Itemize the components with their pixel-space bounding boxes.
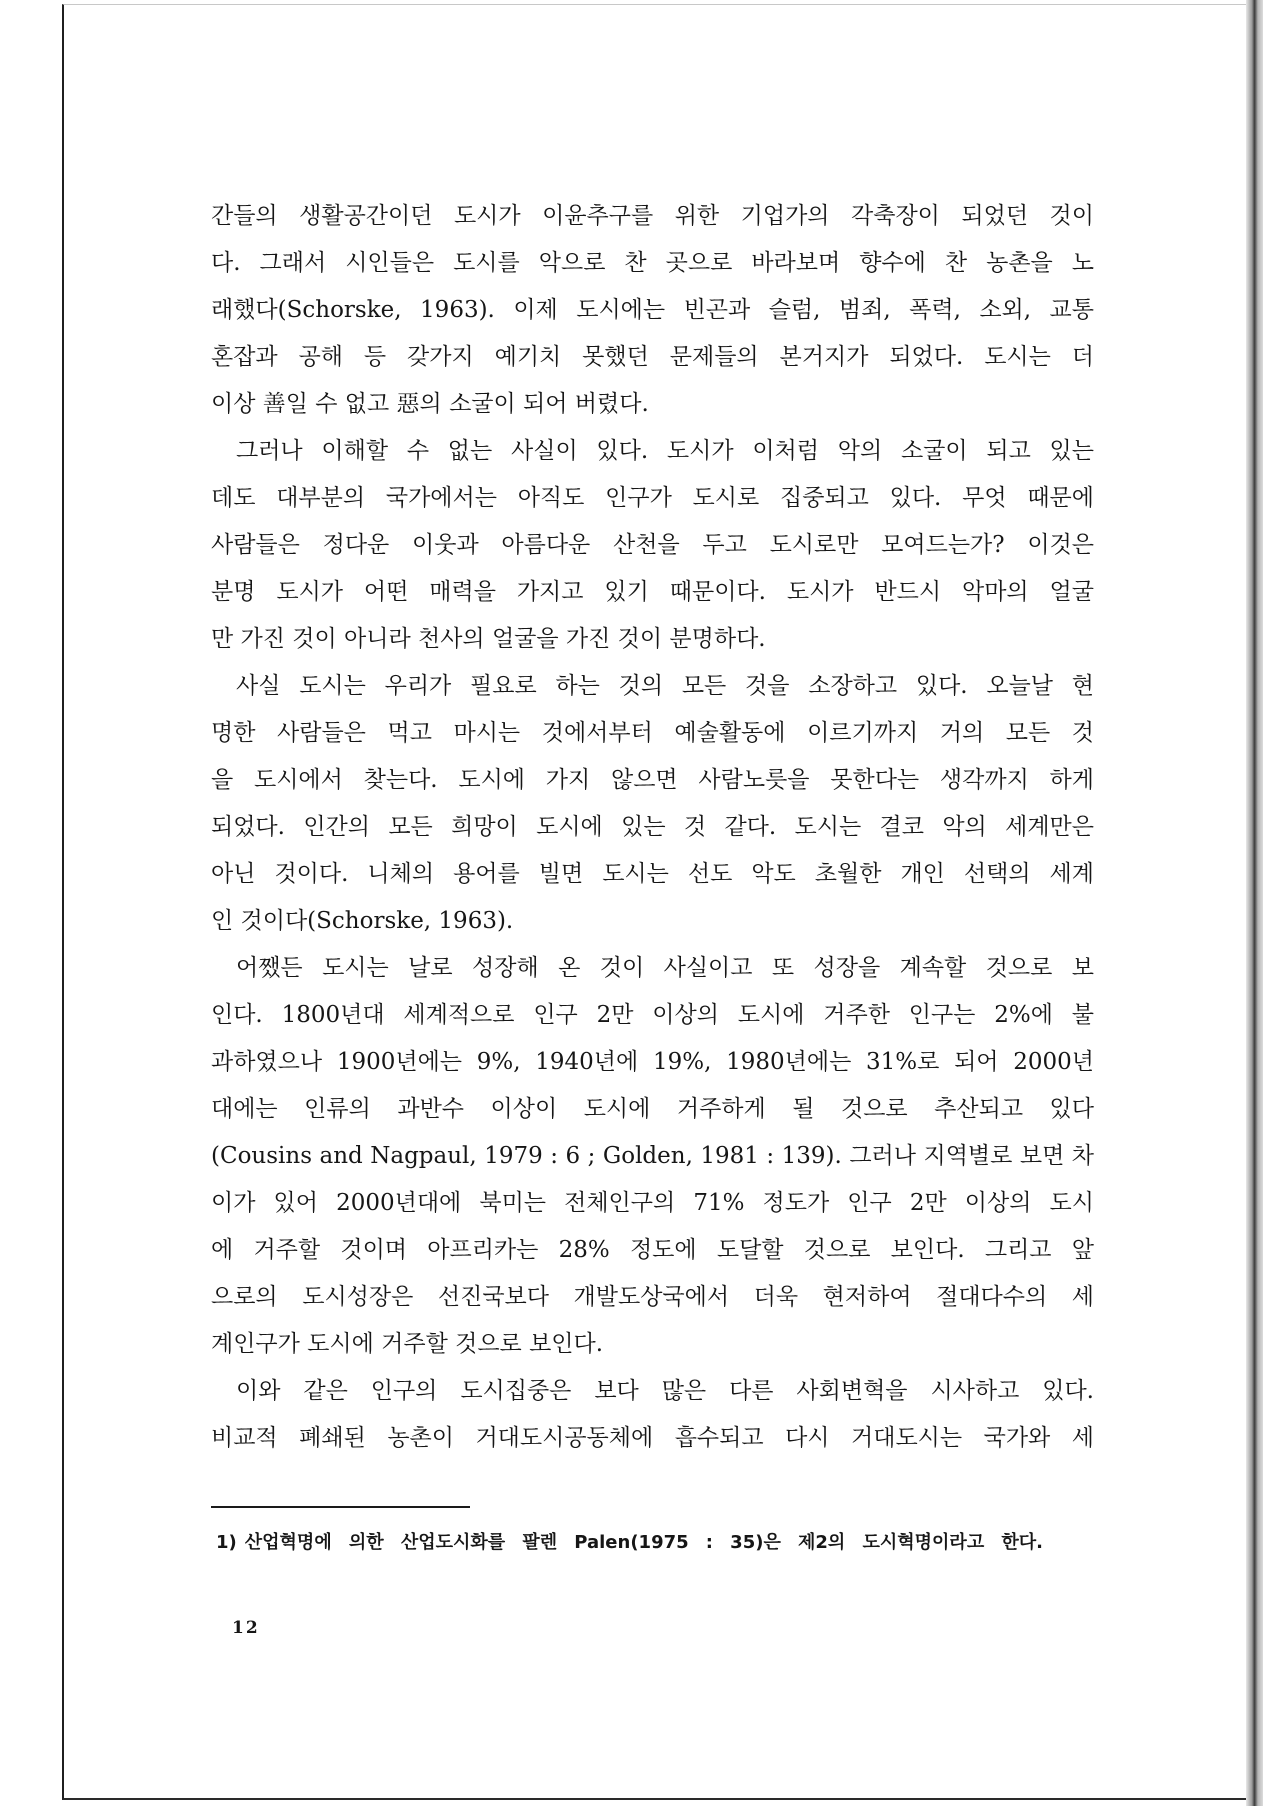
paragraph [211, 428, 1094, 663]
paragraph [211, 945, 1094, 1368]
text-line: 만 가진 것이 아니라 천사의 얼굴을 가진 것이 분명하다. [211, 626, 766, 652]
text-line: 이가 있어 2000년대에 북미는 전체인구의 71% 정도가 인구 2만 이상의 도시 [211, 1190, 1094, 1216]
text-line: 사실 도시는 우리가 필요로 하는 것의 모든 것을 소장하고 있다. 오늘날 현 [236, 673, 1094, 699]
text-line: 래했다(Schorske, 1963). 이제 도시에는 빈곤과 슬럼, 범죄, 폭력, 소외, 교통 [211, 297, 1094, 323]
text-line: 명한 사람들은 먹고 마시는 것에서부터 예술활동에 이르기까지 거의 모든 것 [211, 720, 1094, 746]
text-line: 이와 같은 인구의 도시집중은 보다 많은 다른 사회변혁을 시사하고 있다. [236, 1378, 1094, 1404]
text-line: 계인구가 도시에 거주할 것으로 보인다. [211, 1331, 604, 1357]
text-line: 을 도시에서 찾는다. 도시에 가지 않으면 사람노릇을 못한다는 생각까지 하게 [211, 767, 1094, 793]
text-line: 혼잡과 공해 등 갖가지 예기치 못했던 문제들의 본거지가 되었다. 도시는 더 [211, 344, 1094, 370]
text-line: 다. 그래서 시인들은 도시를 악으로 찬 곳으로 바라보며 향수에 찬 농촌을 노 [211, 250, 1094, 276]
text-line: 비교적 폐쇄된 농촌이 거대도시공동체에 흡수되고 다시 거대도시는 국가와 세 [211, 1425, 1094, 1451]
text-line: 이상 善일 수 없고 惡의 소굴이 되어 버렸다. [211, 391, 649, 417]
footnote [216, 1530, 1043, 1556]
paragraph [211, 663, 1094, 945]
text-line: 어쨌든 도시는 날로 성장해 온 것이 사실이고 또 성장을 계속할 것으로 보 [236, 955, 1094, 981]
page-number: 12 [232, 1618, 260, 1638]
text-line: 데도 대부분의 국가에서는 아직도 인구가 도시로 집중되고 있다. 무엇 때문에 [211, 485, 1094, 511]
text-line: 에 거주할 것이며 아프리카는 28% 정도에 도달할 것으로 보인다. 그리고 앞 [211, 1237, 1094, 1263]
paragraph [211, 193, 1094, 428]
body-text [211, 193, 1094, 1462]
footnote-marker: 1) [216, 1532, 237, 1553]
footnote-text: 산업혁명에 의한 산업도시화를 팔렌 Palen(1975 : 35)은 제2의 도시혁명이라고 한다. [244, 1532, 1043, 1553]
text-line: 과하였으나 1900년에는 9%, 1940년에 19%, 1980년에는 31%로 되어 2000년 [211, 1049, 1094, 1075]
text-line: 그러나 이해할 수 없는 사실이 있다. 도시가 이처럼 악의 소굴이 되고 있는 [236, 438, 1094, 464]
text-line: 분명 도시가 어떤 매력을 가지고 있기 때문이다. 도시가 반드시 악마의 얼굴 [211, 579, 1094, 605]
text-line: 인다. 1800년대 세계적으로 인구 2만 이상의 도시에 거주한 인구는 2%에 불 [211, 1002, 1094, 1028]
text-line: 사람들은 정다운 이웃과 아름다운 산천을 두고 도시로만 모여드는가? 이것은 [211, 532, 1094, 558]
text-line: 대에는 인류의 과반수 이상이 도시에 거주하게 될 것으로 추산되고 있다 [211, 1096, 1094, 1122]
footnote-rule [211, 1506, 470, 1508]
text-line: (Cousins and Nagpaul, 1979 : 6 ; Golden, 1981 : 139). 그러나 지역별로 보면 차 [211, 1143, 1094, 1169]
paragraph [211, 1368, 1094, 1462]
text-line: 간들의 생활공간이던 도시가 이윤추구를 위한 기업가의 각축장이 되었던 것이 [211, 203, 1094, 229]
text-line: 되었다. 인간의 모든 희망이 도시에 있는 것 같다. 도시는 결코 악의 세계만은 [211, 814, 1094, 840]
text-line: 인 것이다(Schorske, 1963). [211, 908, 514, 934]
text-line: 으로의 도시성장은 선진국보다 개발도상국에서 더욱 현저하여 절대다수의 세 [211, 1284, 1094, 1310]
page-edge-shadow [1246, 0, 1263, 1806]
text-line: 아닌 것이다. 니체의 용어를 빌면 도시는 선도 악도 초월한 개인 선택의 세계 [211, 861, 1094, 887]
